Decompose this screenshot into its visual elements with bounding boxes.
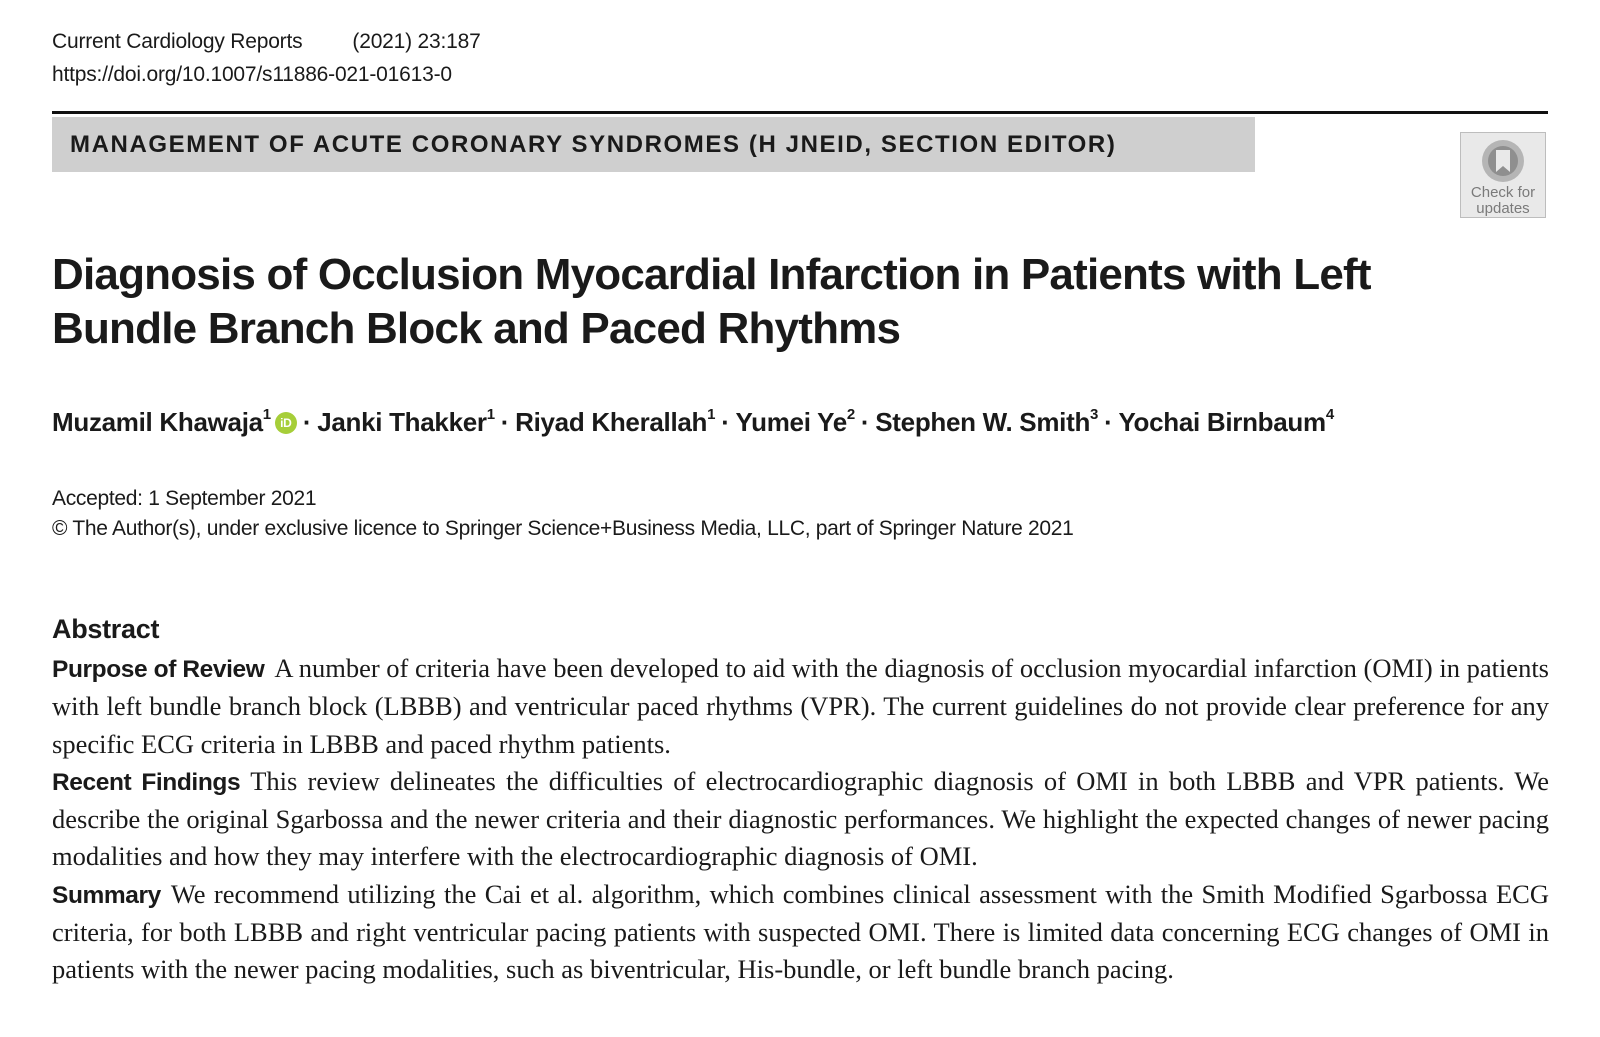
author-name[interactable]: Janki Thakker: [317, 407, 487, 437]
abstract-purpose: [52, 650, 1549, 763]
summary-text: We recommend utilizing the Cai et al. algorithm, which combines clinical assessment with the Smith Modified Sgarbossa ECG criteria, for both LBBB and right ventricular pacing patients with suspected OMI. There is limited data concerning ECG changes of OMI in patients with the newer pacing modalities, such as biventricular, His-bundle, or left bundle branch pacing.: [52, 878, 1549, 985]
abstract-heading: Abstract: [52, 614, 160, 644]
section-header: MANAGEMENT OF ACUTE CORONARY SYNDROMES (H JNEID, SECTION EDITOR): [52, 117, 1255, 172]
findings-text: This review delineates the difficulties of electrocardiographic diagnosis of OMI in both LBBB and VPR patients. We describe the original Sgarbossa and the newer criteria and their diagnostic performances. We highlight the expected changes of newer pacing modalities and how they may interfere with the electrocardiographic diagnosis of OMI.: [52, 765, 1549, 872]
copyright-notice: © The Author(s), under exclusive licence to Springer Science+Business Media, LLC, part of Springer Nature 2021: [52, 517, 1074, 540]
journal-name: Current Cardiology Reports: [52, 30, 303, 53]
article-title: Diagnosis of Occlusion Myocardial Infarction in Patients with Left Bundle Branch Block and Paced Rhythms: [52, 250, 1371, 353]
check-for-updates-badge[interactable]: [1460, 132, 1546, 218]
accepted-date: Accepted: 1 September 2021: [52, 487, 317, 510]
affiliation-marker: 1: [707, 406, 716, 424]
abstract-summary: [52, 876, 1549, 989]
author-name[interactable]: Muzamil Khawaja: [52, 407, 263, 437]
affiliation-marker: 4: [1325, 406, 1334, 424]
header-rule: [52, 111, 1548, 114]
affiliation-marker: 1: [262, 406, 271, 424]
affiliation-marker: 3: [1090, 406, 1099, 424]
affiliation-marker: 1: [486, 406, 495, 424]
affiliation-marker: 2: [846, 406, 855, 424]
summary-label: Summary: [52, 881, 161, 909]
author-list: Muzamil Khawaja$^1$ iD · Janki Thakker$^1$ · Riyad Kherallah$^1$ · Yumei $Ye^2$ · Stephen W. Smith$^3$ · Yochai Birnbaum$^4$: [52, 406, 1334, 437]
orcid-icon[interactable]: iD: [275, 412, 297, 434]
journal-citation-line: [52, 30, 481, 54]
author-name[interactable]: Riyad Kherallah: [515, 407, 708, 437]
doi-link[interactable]: https://doi.org/10.1007/s11886-021-01613-0: [52, 63, 452, 86]
author-name[interactable]: Yumei Ye: [735, 407, 847, 437]
journal-volume: (2021) 23:187: [352, 30, 481, 53]
abstract-findings: [52, 763, 1549, 876]
check-for-updates-label: Check for updates: [1470, 184, 1536, 217]
author-name[interactable]: Stephen W. Smith: [875, 407, 1091, 437]
abstract-body: [52, 650, 1549, 989]
purpose-label: Purpose of Review: [52, 656, 265, 683]
purpose-text: A number of criteria have been developed to aid with the diagnosis of occlusion myocardial infarction (OMI) in patients with left bundle branch block (LBBB) and ventricular paced rhythms (VPR). The current guidelines do not provide clear preference for any specific ECG criteria in LBBB and paced rhythm patients.: [52, 653, 1549, 759]
author-name[interactable]: Yochai Birnbaum: [1118, 407, 1326, 437]
findings-label: Recent Findings: [52, 768, 241, 796]
bookmark-icon: [1480, 138, 1526, 184]
